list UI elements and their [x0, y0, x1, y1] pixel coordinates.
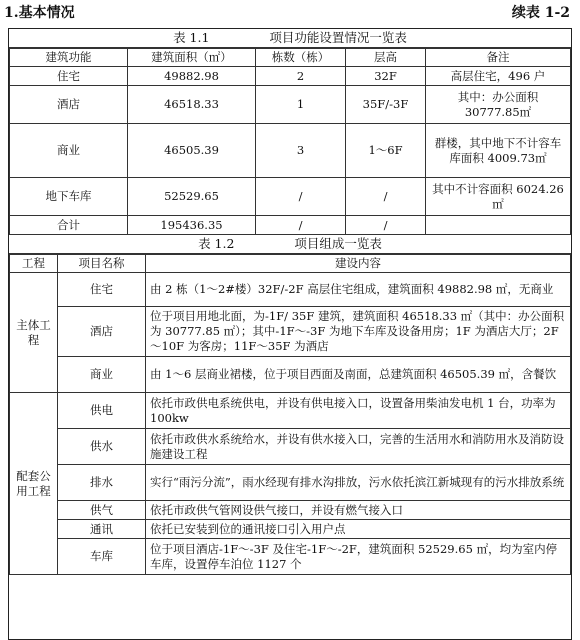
cell-content: 依托市政供气管网设供气接口，并设有燃气接入口 [146, 501, 571, 520]
table2-title: 项目组成一览表 [294, 236, 382, 251]
cell-remarks: 高层住宅，496 户 [426, 67, 571, 86]
cell-area: 49882.98 [128, 67, 256, 86]
cell-remarks [426, 216, 571, 235]
cell-content: 依托市政供水系统给水，并设有供水接入口，完善的生活用水和消防用水及消防设施建设工程 [146, 429, 571, 465]
table-function-settings [9, 48, 571, 235]
cell-buildings: / [256, 178, 346, 216]
cell-remarks: 其中：办公面积 30777.85㎡ [426, 86, 571, 124]
table-row [10, 520, 571, 539]
cell-function: 合计 [10, 216, 128, 235]
table1-title: 项目功能设置情况一览表 [269, 30, 407, 45]
section-title: 1.基本情况 [4, 5, 75, 21]
cell-area: 46518.33 [128, 86, 256, 124]
cell-function: 地下车库 [10, 178, 128, 216]
group-main-works: 主体工程 [10, 273, 58, 393]
cell-item: 供水 [58, 429, 146, 465]
table-row [10, 501, 571, 520]
cell-area: 195436.35 [128, 216, 256, 235]
col-header-area: 建筑面积（㎡） [128, 49, 256, 67]
cell-item: 住宅 [58, 273, 146, 307]
cell-buildings: 1 [256, 86, 346, 124]
cell-content: 由 2 栋（1～2#楼）32F/-2F 高层住宅组成，建筑面积 49882.98 ㎡，无商业 [146, 273, 571, 307]
cell-area: 52529.65 [128, 178, 256, 216]
cell-item: 酒店 [58, 307, 146, 357]
cell-content: 实行“雨污分流”，雨水经现有排水沟排放，污水依托滨江新城现有的污水排放系统 [146, 465, 571, 501]
cell-item: 排水 [58, 465, 146, 501]
cell-remarks: 其中不计容面积 6024.26㎡ [426, 178, 571, 216]
cell-buildings: 2 [256, 67, 346, 86]
table2-caption [9, 235, 571, 254]
cell-function: 酒店 [10, 86, 128, 124]
table-row [10, 357, 571, 393]
cell-item: 供气 [58, 501, 146, 520]
document-frame [8, 28, 572, 640]
cell-area: 46505.39 [128, 124, 256, 178]
col-header-remarks: 备注 [426, 49, 571, 67]
cell-item: 车库 [58, 539, 146, 575]
table-row [10, 273, 571, 307]
table1-caption [9, 29, 571, 48]
cell-function: 商业 [10, 124, 128, 178]
table2-header-row [10, 255, 571, 273]
cell-item: 商业 [58, 357, 146, 393]
table-project-composition [9, 254, 571, 575]
cell-floors: / [346, 216, 426, 235]
table1-number: 表 1.1 [173, 30, 210, 45]
col-header-buildings: 栋数（栋） [256, 49, 346, 67]
col-header-floors: 层高 [346, 49, 426, 67]
cell-floors: 35F/-3F [346, 86, 426, 124]
table-row [10, 465, 571, 501]
cell-function: 住宅 [10, 67, 128, 86]
cell-item: 供电 [58, 393, 146, 429]
cell-floors: 1～6F [346, 124, 426, 178]
group-public-works: 配套公用工程 [10, 393, 58, 575]
col-header-item: 项目名称 [58, 255, 146, 273]
table-row [10, 307, 571, 357]
cell-floors: 32F [346, 67, 426, 86]
table2-number: 表 1.2 [198, 236, 235, 251]
table-row [10, 86, 571, 124]
cell-content: 位于项目用地北面，为-1F/ 35F 建筑，建筑面积 46518.33 ㎡（其中：办公面积为 30777.85 ㎡）；其中-1F～-3F 为地下车库及设备用房；1F 为酒店大厅；2F～10F 为客房；11F～35F 为酒店 [146, 307, 571, 357]
cell-content: 依托已安装到位的通讯接口引入用户点 [146, 520, 571, 539]
cell-buildings: 3 [256, 124, 346, 178]
table-row [10, 429, 571, 465]
cell-buildings: / [256, 216, 346, 235]
cell-item: 通讯 [58, 520, 146, 539]
table-row [10, 67, 571, 86]
table1-header-row [10, 49, 571, 67]
cell-remarks: 群楼，其中地下不计容车库面积 4009.73㎡ [426, 124, 571, 178]
cell-content: 依托市政供电系统供电，并设有供电接入口，设置备用柴油发电机 1 台，功率为 100kw [146, 393, 571, 429]
page-header [0, 0, 580, 24]
col-header-function: 建筑功能 [10, 49, 128, 67]
table-continued-label: 续表 1-2 [511, 5, 570, 21]
col-header-content: 建设内容 [146, 255, 571, 273]
cell-content: 位于项目酒店-1F～-3F 及住宅-1F～-2F，建筑面积 52529.65 ㎡，均为室内停车库，设置停车泊位 1127 个 [146, 539, 571, 575]
table-row [10, 539, 571, 575]
cell-content: 由 1～6 层商业裙楼，位于项目西面及南面，总建筑面积 46505.39 ㎡，含餐饮 [146, 357, 571, 393]
col-header-project: 工程 [10, 255, 58, 273]
table-row [10, 178, 571, 216]
table-row [10, 393, 571, 429]
cell-floors: / [346, 178, 426, 216]
table-row [10, 124, 571, 178]
table-row-total [10, 216, 571, 235]
